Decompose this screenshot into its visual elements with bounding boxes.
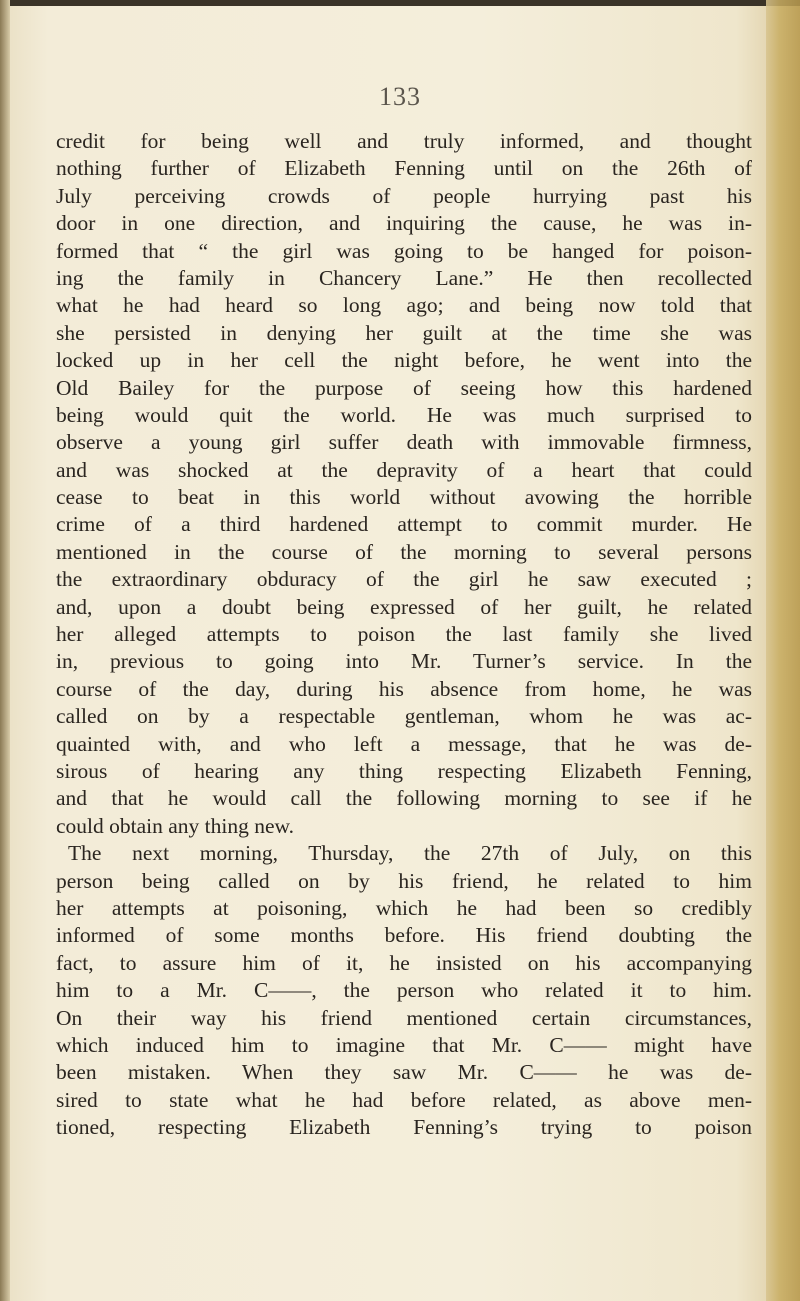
text-line: observe a young girl suffer death with immovable firmness,: [56, 430, 752, 455]
text-line: him to a Mr. C——, the person who related it to him.: [56, 978, 752, 1003]
text-line: person being called on by his friend, he related to him: [56, 868, 752, 893]
text-line: and was shocked at the depravity of a heart that could: [56, 457, 752, 482]
text-line: been mistaken. When they saw Mr. C—— he was de-: [56, 1060, 752, 1085]
text-line: credit for being well and truly informed, and thought: [56, 129, 752, 153]
text-line: course of the day, during his absence from home, he was: [56, 676, 752, 701]
text-line: nothing further of Elizabeth Fenning until on the 26th of: [56, 156, 752, 181]
text-line: formed that “ the girl was going to be hanged for poison-: [56, 238, 752, 263]
text-line: cease to beat in this world without avowing the horrible: [56, 485, 752, 510]
text-line: what he had heard so long ago; and being now told that: [56, 293, 752, 318]
text-line: which induced him to imagine that Mr. C—— might have: [56, 1032, 752, 1057]
text-line: door in one direction, and inquiring the cause, he was in-: [56, 211, 752, 236]
text-line: Old Bailey for the purpose of seeing how this hardened: [56, 375, 752, 400]
text-line: informed of some months before. His friend doubting the: [56, 923, 752, 948]
text-line: The next morning, Thursday, the 27th of July, on this: [68, 841, 752, 866]
text-line: fact, to assure him of it, he insisted on his accompanying: [56, 950, 752, 975]
text-line: July perceiving crowds of people hurrying past his: [56, 183, 752, 208]
text-line: On their way his friend mentioned certain circumstances,: [56, 1005, 752, 1030]
page-fore-edge: [766, 0, 800, 1301]
text-line: sirous of hearing any thing respecting Elizabeth Fenning,: [56, 758, 752, 783]
text-line: sired to state what he had before related, as above men-: [56, 1087, 752, 1112]
scan-top-edge: [0, 0, 800, 6]
text-line: her attempts at poisoning, which he had been so credibly: [56, 895, 752, 920]
text-line: in, previous to going into Mr. Turner’s service. In the: [56, 649, 752, 674]
text-line: locked up in her cell the night before, he went into the: [56, 348, 752, 373]
text-line: tioned, respecting Elizabeth Fenning’s trying to poison: [56, 1115, 752, 1140]
text-line: could obtain any thing new.: [56, 813, 295, 838]
text-line: mentioned in the course of the morning to several persons: [56, 539, 752, 564]
text-line: crime of a third hardened attempt to commit murder. He: [56, 512, 752, 537]
text-line: and that he would call the following morning to see if he: [56, 786, 752, 811]
text-line: called on by a respectable gentleman, whom he was ac-: [56, 704, 752, 729]
page-binding-edge: [0, 0, 10, 1301]
page-number: 133: [379, 82, 421, 111]
text-line: she persisted in denying her guilt at the time she was: [56, 320, 752, 345]
text-line: quainted with, and who left a message, that he was de-: [56, 731, 752, 756]
text-line: and, upon a doubt being expressed of her guilt, he related: [56, 594, 752, 619]
text-line: being would quit the world. He was much surprised to: [56, 402, 752, 427]
text-line: ing the family in Chancery Lane.” He then recollected: [56, 265, 752, 290]
text-line: her alleged attempts to poison the last family she lived: [56, 622, 752, 647]
body-text: [56, 128, 752, 1141]
text-line: the extraordinary obduracy of the girl he saw executed ;: [56, 567, 752, 592]
